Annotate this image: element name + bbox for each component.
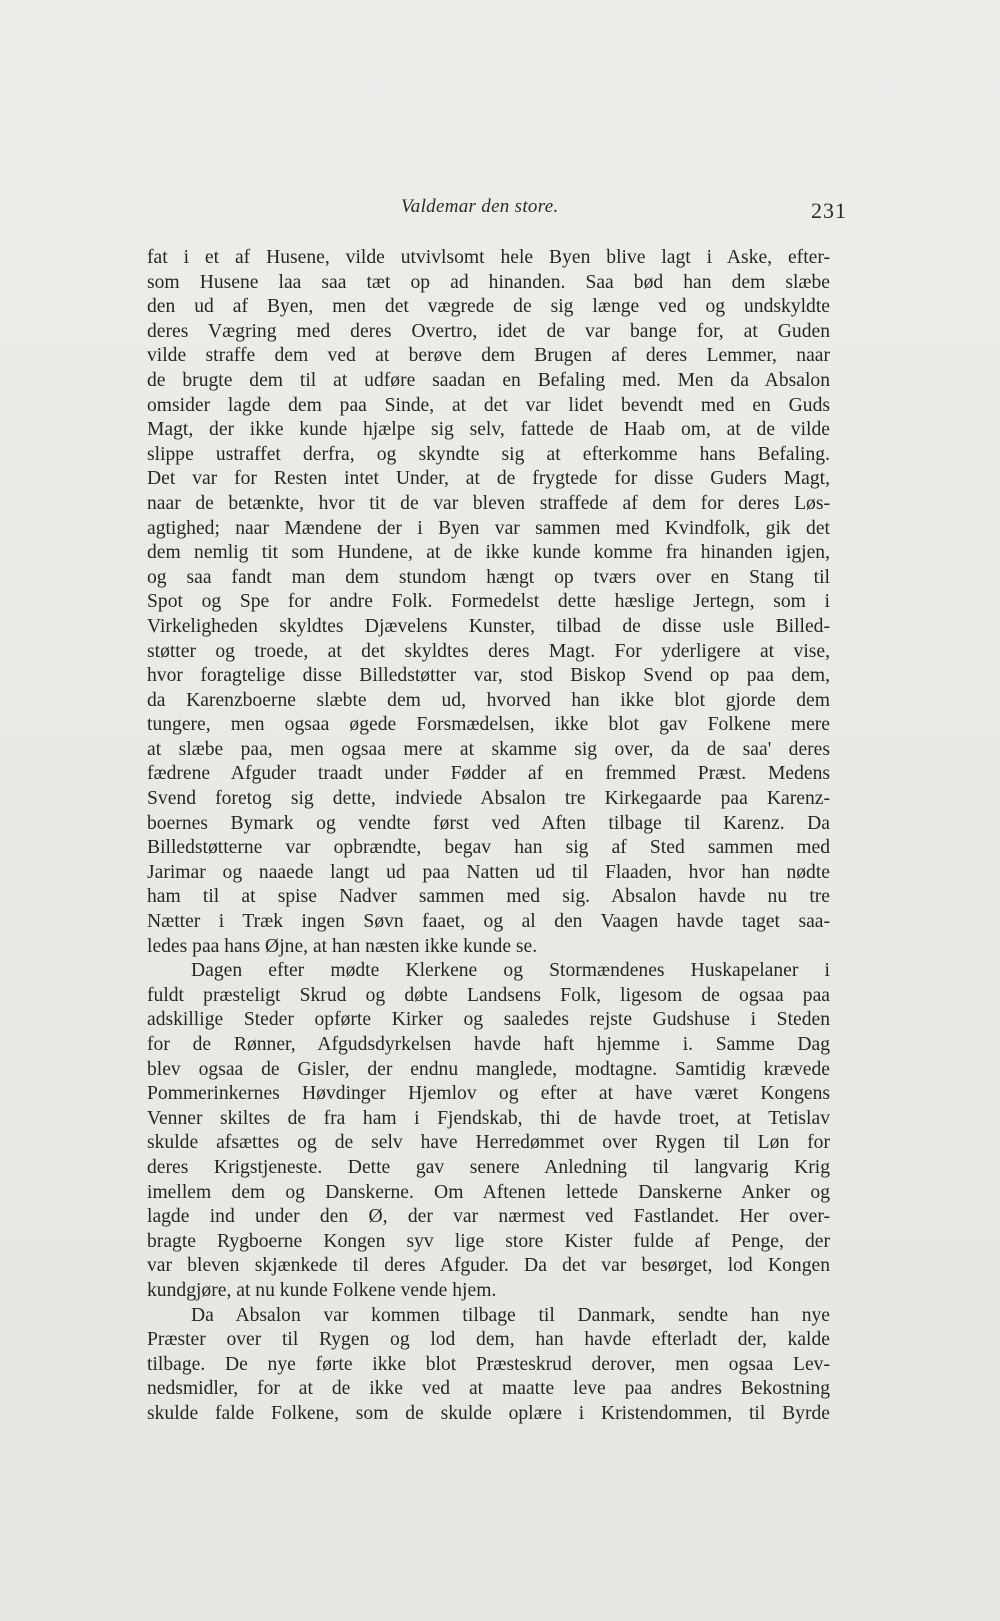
text-line: da Karenzboerne slæbte dem ud, hvorved han ikke blot gjorde dem — [147, 689, 830, 711]
text-line: Magt, der ikke kunde hjælpe sig selv, fattede de Haab om, at de vilde — [147, 419, 830, 441]
text-line: skulde falde Folkene, som de skulde oplære i Kristendommen, til Byrde — [147, 1402, 830, 1424]
text-line: Svend foretog sig dette, indviede Absalon tre Kirkegaarde paa Karenz- — [147, 788, 830, 810]
text-line: vilde straffe dem ved at berøve dem Brugen af deres Lemmer, naar — [147, 345, 830, 367]
text-line: Nætter i Træk ingen Søvn faaet, og al den Vaagen havde taget saa- — [147, 911, 830, 933]
text-line: blev ogsaa de Gisler, der endnu manglede, modtagne. Samtidig krævede — [147, 1058, 830, 1080]
text-line: slippe ustraffet derfra, og skyndte sig at efterkomme hans Befaling. — [147, 443, 830, 465]
text-line: bragte Rygboerne Kongen syv lige store Kister fulde af Penge, der — [147, 1230, 830, 1252]
text-line: og saa fandt man dem stundom hængt op tværs over en Stang til — [147, 566, 830, 588]
page-number: 231 — [811, 198, 847, 223]
text-line: Jarimar og naaede langt ud paa Natten ud til Flaaden, hvor han nødte — [147, 861, 830, 883]
text-line: lagde ind under den Ø, der var nærmest ved Fastlandet. Her over- — [147, 1206, 830, 1228]
text-line: adskillige Steder opførte Kirker og saaledes rejste Gudshuse i Steden — [147, 1009, 830, 1031]
text-line: de brugte dem til at udføre saadan en Befaling med. Men da Absalon — [147, 369, 830, 391]
text-line: hvor foragtelige disse Billedstøtter var, stod Biskop Svend op paa dem, — [147, 665, 830, 687]
paragraph-start-line: Dagen efter mødte Klerkene og Stormændenes Huskapelaner i — [191, 960, 830, 982]
text-line: omsider lagde dem paa Sinde, at det var lidet bevendt med en Guds — [147, 394, 830, 416]
text-line: den ud af Byen, men det vægrede de sig længe ved og undskyldte — [147, 296, 830, 318]
text-line: deres Vægring med deres Overtro, idet de var bange for, at Guden — [147, 320, 830, 342]
text-line: Pommerinkernes Høvdinger Hjemlov og efter at have været Kongens — [147, 1083, 830, 1105]
text-line: Præster over til Rygen og lod dem, han havde efterladt der, kalde — [147, 1329, 830, 1351]
text-line: agtighed; naar Mændene der i Byen var sammen med Kvindfolk, gik det — [147, 517, 830, 539]
body-text — [147, 246, 830, 1427]
text-line: tilbage. De nye førte ikke blot Præsteskrud derover, men ogsaa Lev- — [147, 1353, 830, 1375]
page-header — [147, 192, 847, 232]
text-line: Venner skiltes de fra ham i Fjendskab, thi de havde troet, at Tetislav — [147, 1107, 830, 1129]
text-line: dem nemlig tit som Hundene, at de ikke kunde komme fra hinanden igjen, — [147, 542, 830, 564]
text-line: Spot og Spe for andre Folk. Formedelst dette hæslige Jertegn, som i — [147, 591, 830, 613]
text-line: boernes Bymark og vendte først ved Aften tilbage til Karenz. Da — [147, 812, 830, 834]
text-line: nedsmidler, for at de ikke ved at maatte leve paa andres Bekostning — [147, 1378, 830, 1400]
text-line: naar de betænkte, hvor tit de var bleven straffede af dem for deres Løs- — [147, 492, 830, 514]
paragraph-start-line: Da Absalon var kommen tilbage til Danmark, sendte han nye — [191, 1304, 830, 1326]
text-line: ham til at spise Nadver sammen med sig. Absalon havde nu tre — [147, 886, 830, 908]
text-line: for de Rønner, Afgudsdyrkelsen havde haft hjemme i. Samme Dag — [147, 1034, 830, 1055]
text-line: imellem dem og Danskerne. Om Aftenen lettede Danskerne Anker og — [147, 1181, 830, 1203]
paragraph-end-line: kundgjøre, at nu kunde Folkene vende hjem. — [147, 1279, 497, 1301]
text-line: støtter og troede, at det skyldtes deres Magt. For yderligere at vise, — [147, 640, 830, 662]
text-line: skulde afsættes og de selv have Herredømmet over Rygen til Løn for — [147, 1132, 830, 1154]
text-line: deres Krigstjeneste. Dette gav senere Anledning til langvarig Krig — [147, 1156, 830, 1178]
text-line: som Husene laa saa tæt op ad hinanden. Saa bød han dem slæbe — [147, 271, 830, 293]
text-line: var bleven skjænkede til deres Afguder. Da det var besørget, lod Kongen — [147, 1255, 830, 1277]
running-title: Valdemar den store. — [401, 196, 559, 217]
text-line: Det var for Resten intet Under, at de frygtede for disse Guders Magt, — [147, 468, 830, 490]
text-line: Billedstøtterne var opbrændte, begav han sig af Sted sammen med — [147, 837, 830, 859]
text-line: fat i et af Husene, vilde utvivlsomt hele Byen blive lagt i Aske, efter- — [147, 247, 830, 268]
paragraph-end-line: ledes paa hans Øjne, at han næsten ikke kunde se. — [147, 935, 538, 957]
text-line: tungere, men ogsaa øgede Forsmædelsen, ikke blot gav Folkene mere — [147, 714, 830, 736]
text-line: at slæbe paa, men ogsaa mere at skamme sig over, da de saa' deres — [147, 738, 830, 760]
text-line: Virkeligheden skyldtes Djævelens Kunster, tilbad de disse usle Billed- — [147, 615, 830, 637]
text-line: fædrene Afguder traadt under Fødder af en fremmed Præst. Medens — [147, 763, 830, 785]
text-line: fuldt præsteligt Skrud og døbte Landsens Folk, ligesom de ogsaa paa — [147, 984, 830, 1006]
